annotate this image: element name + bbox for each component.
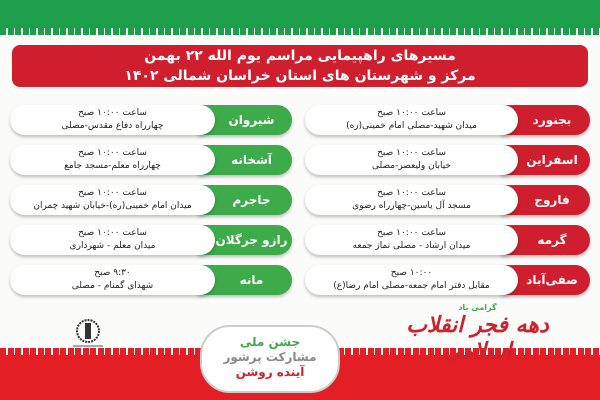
slogan-logo	[385, 303, 570, 365]
city-label: رازو جرگلان	[197, 225, 292, 255]
city-label: فاروج	[500, 185, 590, 215]
cartouche-line-1: جشن ملی	[239, 335, 301, 349]
emblem-logo	[65, 318, 111, 350]
route-row	[305, 225, 590, 255]
time-text: ساعت ۱۰:۰۰ صبح	[78, 108, 147, 118]
time-text: ساعت ۱۰:۰۰ صبح	[377, 148, 446, 158]
route-text: چهارراه معلم-مسجد جامع	[64, 161, 161, 171]
route-text: مقابل دفتر امام جمعه-مصلی امام رضا(ع)	[333, 281, 490, 291]
route-row	[10, 105, 292, 135]
top-ornament	[0, 28, 600, 35]
route-text: خیابان ولیعصر-مصلی	[371, 161, 451, 171]
time-text: ۱۰:۰۰ صبح	[390, 268, 433, 278]
route-text: میدان شهید-مصلی امام خمینی(ره)	[346, 121, 477, 131]
time-text: ساعت ۱۰:۰۰ صبح	[78, 188, 147, 198]
route-info	[305, 225, 518, 255]
cartouche-line-2: مشارکت پرشور	[223, 350, 317, 364]
city-label: آشخانه	[197, 145, 292, 175]
cartouche-line-3: آینده روشن	[235, 365, 305, 379]
route-info	[10, 185, 215, 215]
route-row	[10, 265, 292, 295]
time-text: ساعت ۱۰:۰۰ صبح	[377, 228, 446, 238]
city-label: اسفراین	[500, 145, 590, 175]
page-title	[12, 45, 588, 87]
route-info	[305, 265, 518, 295]
route-text: مسجد آل یاسین-چهارراه رضوی	[352, 201, 471, 211]
route-row	[305, 185, 590, 215]
top-flag-band	[0, 0, 600, 28]
route-info	[305, 145, 518, 175]
city-label: شیروان	[197, 105, 292, 135]
route-row	[305, 265, 590, 295]
route-row	[10, 185, 292, 215]
city-label: جاجرم	[197, 185, 292, 215]
time-text: ساعت ۱۰:۰۰ صبح	[78, 148, 147, 158]
route-info	[10, 105, 215, 135]
time-text: ساعت ۱۰:۰۰ صبح	[377, 108, 446, 118]
city-label: بجنورد	[500, 105, 590, 135]
time-text: ۹:۳۰ صبح	[94, 268, 131, 278]
route-row	[305, 105, 590, 135]
route-text: میدان امام خمینی(ره)-خیابان شهید چمران	[33, 201, 192, 211]
route-row	[305, 145, 590, 175]
time-text: ساعت ۱۰:۰۰ صبح	[78, 228, 147, 238]
route-text: میدان ارشاد - مصلی نماز جمعه	[352, 241, 471, 251]
route-info	[305, 185, 518, 215]
route-info	[305, 105, 518, 135]
route-text: چهارراه دفاع مقدس-مصلی	[61, 121, 164, 131]
route-row	[10, 225, 292, 255]
national-celebration-cartouche	[200, 325, 340, 393]
city-label: صفی‌آباد	[500, 265, 590, 295]
route-info	[10, 225, 215, 255]
route-text: میدان معلم - شهرداری	[69, 241, 156, 251]
slogan-small: گرامی باد	[458, 303, 497, 312]
title-line-2: مرکز و شهرستان های استان خراسان شمالی ۱۴۰۲	[124, 68, 476, 84]
route-info	[10, 265, 215, 295]
route-text: شهدای گمنام - مصلی	[71, 281, 154, 291]
route-info	[10, 145, 215, 175]
route-row	[10, 145, 292, 175]
title-line-1: مسیرهای راهپیمایی مراسم یوم الله ۲۲ بهمن	[144, 48, 456, 64]
time-text: ساعت ۱۰:۰۰ صبح	[377, 188, 446, 198]
city-label: گرمه	[500, 225, 590, 255]
city-label: مانه	[197, 265, 292, 295]
slogan-text: دهه فجر انقلاب اسلامی	[406, 313, 549, 364]
